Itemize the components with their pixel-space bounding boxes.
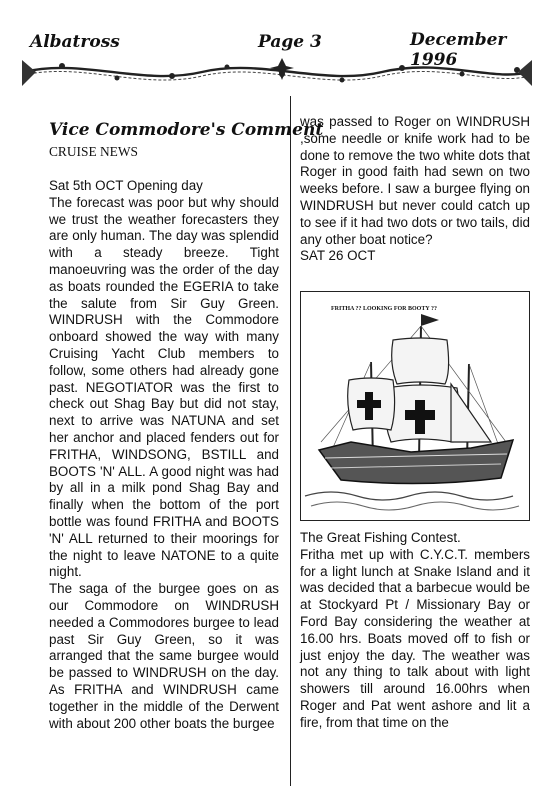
newsletter-title: Albatross bbox=[30, 32, 120, 52]
page-number: Page 3 bbox=[258, 32, 322, 52]
garland-divider-icon bbox=[22, 52, 532, 92]
galleon-icon bbox=[301, 292, 529, 520]
issue-date: December 1996 bbox=[410, 30, 507, 70]
article-heading: Vice Commodore's Comment bbox=[49, 120, 324, 140]
left-column bbox=[49, 178, 279, 732]
ship-illustration bbox=[300, 291, 530, 521]
page-header bbox=[0, 0, 553, 100]
event-date: Sat 5th OCT Opening day bbox=[49, 178, 203, 193]
paragraph: The forecast was poor but why should we trust the weather forecasters they are only human. The day was splendid with a steady breeze. Tight manoeuvring was the order of the day as boats rounded the EGERIA to take the salute from Sir Guy Green. WINDRUSH with the Commodore onboard showed the way with many Cruising Yacht Club members to follow, some others had already gone past. NEGOTIATOR was the first to check out Shag Bay but did not stay, next to arrive was NATUNA and set her anchor and placed fenders out for FRITHA, WINDSONG, BSTILL and BOOTS 'N' ALL. A good night was had by all in a milk pond Shag Bay and finally when the bottom of the port bottle was found FRITHA and BOOTS 'N' ALL returned to their moorings for the night to leave NATONE to a quite night. bbox=[49, 194, 279, 580]
paragraph: was passed to Roger on WINDRUSH ,some needle or knife work had to be done to remove the two white dots that Roger in good faith had sewn on two weeks before. I saw a burgee flying on WINDRUSH but never could catch up to see if it had two dots or two tails, did any other boat notice? bbox=[300, 114, 531, 247]
right-column-bottom bbox=[300, 530, 530, 732]
paragraph: Fritha met up with C.Y.C.T. members for a light lunch at Snake Island and it was decided that a barbecue would be at Stockyard Pt / Missionary Bay or Ford Bay considering the weather at 16.00 hrs. Boats moved off to fish or just enjoy the day. The weather was not any thing to talk about with light showers till around 16.00hrs when Roger and Pat went ashore and lit a fire, from that time on the bbox=[300, 546, 530, 730]
image-caption: FRITHA ?? LOOKING FOR BOOTY ?? bbox=[331, 306, 437, 312]
column-divider bbox=[290, 96, 291, 786]
section-title: The Great Fishing Contest. bbox=[300, 530, 461, 545]
paragraph: The saga of the burgee goes on as our Commodore on WINDRUSH needed a Commodores burgee to lead past Sir Guy Green, so it was arranged that the same burgee would be passed to WINDRUSH on the day. As FRITHA and WINDRUSH came together in the middle of the Derwent with about 200 other boats the burgee bbox=[49, 581, 279, 731]
event-date: SAT 26 OCT bbox=[300, 248, 376, 264]
article-subheading: CRUISE NEWS bbox=[49, 144, 138, 159]
right-column-top bbox=[300, 114, 530, 265]
